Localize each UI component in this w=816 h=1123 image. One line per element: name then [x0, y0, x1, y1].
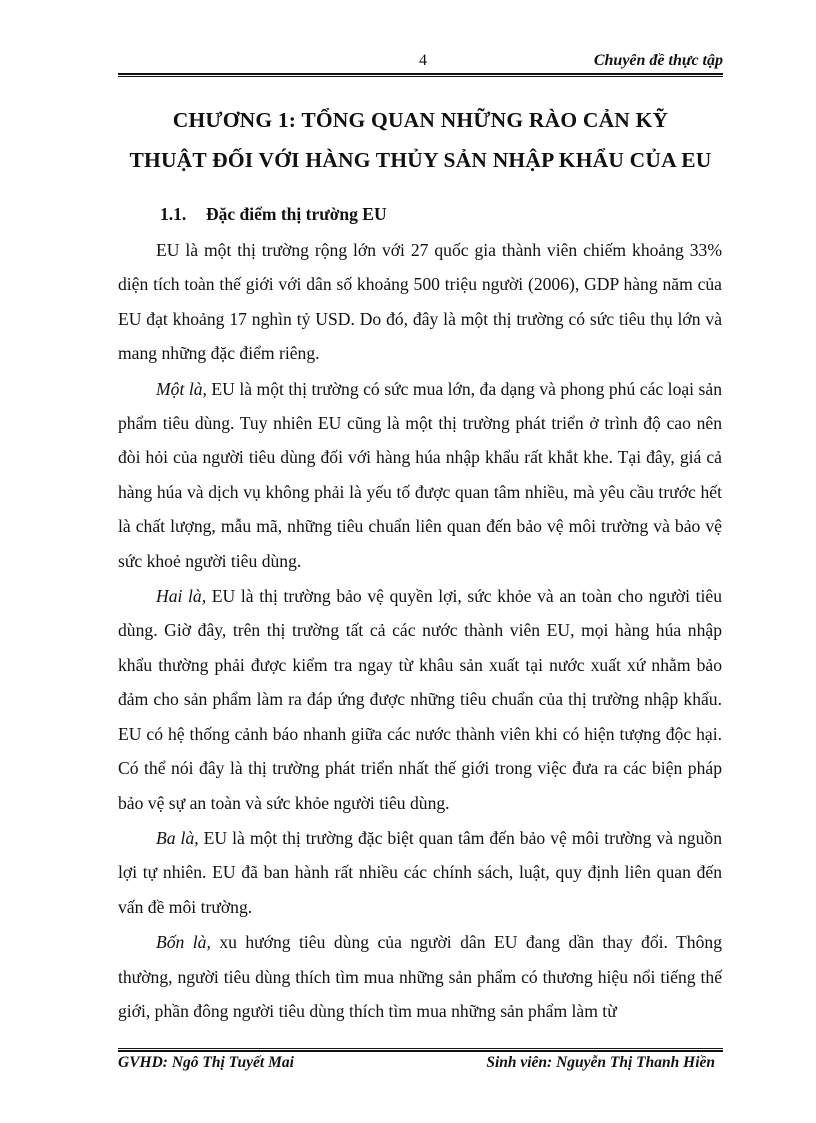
- section-title: Đặc điểm thị trường EU: [206, 204, 387, 224]
- paragraph: Một là, EU là một thị trường có sức mua lớn, đa dạng và phong phú các loại sản phẩm tiêu dùng. Tuy nhiên EU cũng là một thị trường phát triển ở trình độ cao nên đòi hỏi của người tiêu dùng đối với hàng húa nhập khẩu rất khắt khe. Tại đây, giá cả hàng húa và dịch vụ không phải là yếu tố được quan tâm nhiều, mà yêu cầu trước hết là chất lượng, mẫu mã, những tiêu chuẩn liên quan đến bảo vệ môi trường và bảo vệ sức khoẻ người tiêu dùng.: [118, 378, 722, 571]
- body-text: [118, 233, 722, 1028]
- header-rule: [118, 73, 723, 77]
- paragraph: Bốn là, xu hướng tiêu dùng của người dân EU đang dần thay đổi. Thông thường, người tiêu dùng thích tìm mua những sản phẩm có thương hiệu nổi tiếng thế giới, phần đông người tiêu dùng thích tìm mua những sản phẩm làm từ: [118, 932, 722, 1021]
- chapter-title-line-1: CHƯƠNG 1: TỔNG QUAN NHỮNG RÀO CẢN KỸ: [172, 108, 669, 132]
- section-heading: [160, 204, 387, 225]
- student-name: Sinh viên: Nguyễn Thị Thanh Hiền: [486, 1054, 715, 1071]
- paragraph: Hai là, EU là thị trường bảo vệ quyền lợi, sức khỏe và an toàn cho người tiêu dùng. Giờ đây, trên thị trường tất cả các nước thành viên EU, mọi hàng húa nhập khẩu thường phải được kiểm tra ngay từ khâu sản xuất tại nước xuất xứ nhằm bảo đảm cho sản phẩm làm ra đáp ứng được những tiêu chuẩn của thị trường nhập khẩu. EU có hệ thống cảnh báo nhanh giữa các nước thành viên khi có hiện tượng độc hại. Có thể nói đây là thị trường phát triển nhất thế giới trong việc đưa ra các biện pháp bảo vệ sự an toàn và sức khỏe người tiêu dùng.: [118, 586, 723, 813]
- page-number: 4: [419, 52, 427, 69]
- section-number: 1.1.: [160, 204, 187, 224]
- paragraph: Ba là, EU là một thị trường đặc biệt quan tâm đến bảo vệ môi trường và nguồn lợi tự nhiên. EU đã ban hành rất nhiều các chính sách, luật, quy định liên quan đến vấn đề môi trường.: [118, 827, 722, 917]
- chapter-title-line-2: THUẬT ĐỐI VỚI HÀNG THỦY SẢN NHẬP KHẨU CỦA EU: [129, 148, 712, 172]
- advisor-name: GVHD: Ngô Thị Tuyết Mai: [118, 1054, 294, 1071]
- page-header: [118, 52, 723, 74]
- chapter-title: [118, 100, 723, 180]
- document-title: Chuyên đề thực tập: [593, 52, 723, 69]
- paragraph: EU là một thị trường rộng lớn với 27 quốc gia thành viên chiếm khoảng 33% diện tích toàn thế giới với dân số khoảng 500 triệu người (2006), GDP hàng năm của EU đạt khoảng 17 nghìn tỷ USD. Do đó, đây là một thị trường có sức tiêu thụ lớn và mang những đặc điểm riêng.: [118, 240, 722, 364]
- footer-rule: [118, 1048, 723, 1052]
